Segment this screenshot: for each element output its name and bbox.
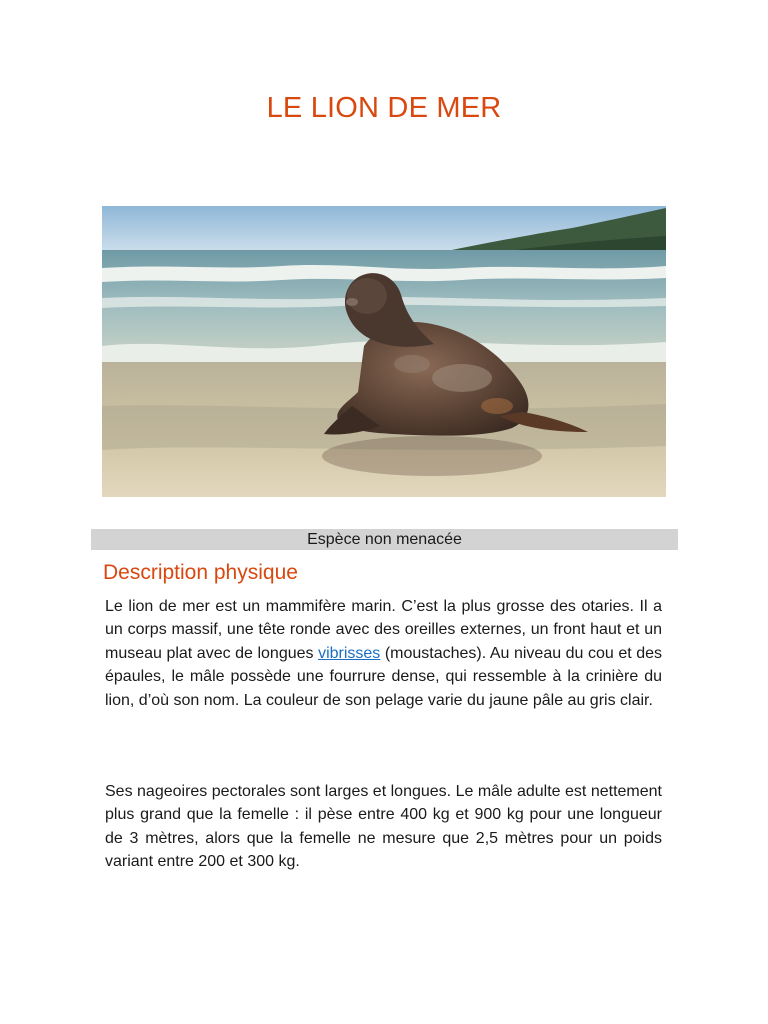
vibrisses-link[interactable]: vibrisses xyxy=(318,644,381,662)
paragraph-text: (moustaches). Au niveau du cou et des épaules, le mâle possède une fourrure dense, qui ressemble à la crinière du lion, d’où son nom. La couleur de son pelage varie du jaune pâle au gris clair. xyxy=(105,644,662,709)
section-title-description: Description physique xyxy=(103,561,298,584)
paragraph-text: Le lion de mer est un mammifère marin. C’est la plus grosse des otaries. Il a un corps massif, une tête ronde avec des oreilles externes, un front haut et un museau plat avec de longues xyxy=(105,598,662,662)
sea-lion-photo xyxy=(102,206,666,497)
description-paragraph-2: Ses nageoires pectorales sont larges et longues. Le mâle adulte est nettement plus grand que la femelle : il pèse entre 400 kg et 900 kg pour une longueur de 3 mètres, alors que la femelle ne mesure que 2,5 mètres pour un poids variant entre 200 et 300 kg. xyxy=(105,783,662,871)
description-paragraph-1 xyxy=(105,595,662,712)
page-title: LE LION DE MER xyxy=(266,92,502,124)
conservation-status: Espèce non menacée xyxy=(91,529,678,550)
